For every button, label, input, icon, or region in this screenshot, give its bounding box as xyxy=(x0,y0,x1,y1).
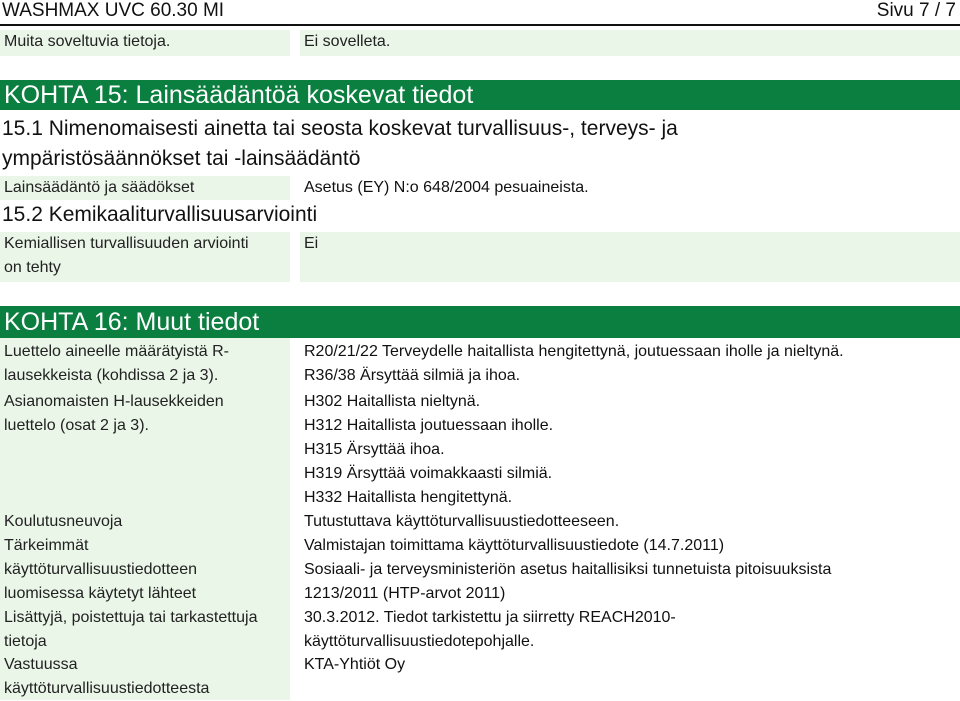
h-phrase-2: H312 Haitallista joutuessaan iholle. xyxy=(304,417,554,434)
header-rule xyxy=(0,24,960,26)
sources-value-line3: 1213/2011 (HTP-arvot 2011) xyxy=(304,585,506,602)
responsible-label-line1: Vastuussa xyxy=(4,656,78,673)
page-number: Sivu 7 / 7 xyxy=(876,0,956,21)
other-info-label: Muita soveltuvia tietoja. xyxy=(0,30,290,56)
h-phrases-label-line1: Asianomaisten H-lausekkeiden xyxy=(4,393,224,410)
legislation-value: Asetus (EY) N:o 648/2004 pesuaineista. xyxy=(304,179,589,196)
h-phrase-5: H332 Haitallista hengitettynä. xyxy=(304,489,513,506)
responsible-label-line2: käyttöturvallisuustiedotteesta xyxy=(4,680,210,697)
r-phrases-label-line1: Luettelo aineelle määrätyistä R- xyxy=(4,343,230,360)
document-title: WASHMAX UVC 60.30 MI xyxy=(2,0,225,21)
sources-value-line1: Valmistajan toimittama käyttöturvallisuustiedote (14.7.2011) xyxy=(304,537,725,554)
h-phrase-3: H315 Ärsyttää ihoa. xyxy=(304,441,445,458)
responsible-label xyxy=(0,653,213,701)
training-label: Koulutusneuvoja xyxy=(4,513,123,530)
csa-label-line2: on tehty xyxy=(4,259,61,276)
h-phrase-1: H302 Haitallista nieltynä. xyxy=(304,393,481,410)
sources-value-line2: Sosiaali- ja terveysministeriön asetus haitallisiksi tunnetuista pitoisuuksista xyxy=(304,561,832,578)
changes-label-line2: tietoja xyxy=(4,633,47,650)
csa-label-line1: Kemiallisen turvallisuuden arviointi xyxy=(4,235,249,252)
training-value: Tutustuttava käyttöturvallisuustiedotteeseen. xyxy=(304,513,620,530)
csa-label xyxy=(0,232,290,282)
changes-label-line1: Lisättyjä, poistettuja tai tarkastettuja xyxy=(4,609,258,626)
r-phrases-label xyxy=(0,340,233,388)
other-info-value: Ei sovelleta. xyxy=(300,30,960,56)
responsible-value: KTA-Yhtiöt Oy xyxy=(304,656,406,673)
csa-value: Ei xyxy=(300,232,960,282)
changes-value-line1: 30.3.2012. Tiedot tarkistettu ja siirretty REACH2010- xyxy=(304,609,676,626)
sources-label-line3: luomisessa käytetyt lähteet xyxy=(4,585,197,602)
section-15-1-title-line1: 15.1 Nimenomaisesti ainetta tai seosta koskevat turvallisuus-, terveys- ja xyxy=(2,117,678,140)
h-phrase-4: H319 Ärsyttää voimakkaasti silmiä. xyxy=(304,465,553,482)
section-15-1-title-line2: ympäristösäännökset tai -lainsäädäntö xyxy=(2,147,361,170)
sources-label-line2: käyttöturvallisuustiedotteen xyxy=(4,561,197,578)
section-16-heading: KOHTA 16: Muut tiedot xyxy=(0,306,960,338)
h-phrases-label-line2: luettelo (osat 2 ja 3). xyxy=(4,417,149,434)
section-15-2-title: 15.2 Kemikaaliturvallisuusarviointi xyxy=(2,203,318,226)
r-phrase-2: R36/38 Ärsyttää silmiä ja ihoa. xyxy=(304,367,521,384)
h-phrases-label xyxy=(0,390,228,438)
changes-value-line2: käyttöturvallisuustiedotepohjalle. xyxy=(304,633,535,650)
sources-label-line1: Tärkeimmät xyxy=(4,537,89,554)
sources-label xyxy=(0,534,201,606)
legislation-label: Lainsäädäntö ja säädökset xyxy=(0,176,290,200)
changes-label xyxy=(0,606,261,654)
section-15-heading: KOHTA 15: Lainsäädäntöä koskevat tiedot xyxy=(0,80,960,110)
r-phrase-1: R20/21/22 Terveydelle haitallista hengitettynä, joutuessaan iholle ja nieltynä. xyxy=(304,343,844,360)
r-phrases-label-line2: lausekkeista (kohdissa 2 ja 3). xyxy=(4,367,219,384)
